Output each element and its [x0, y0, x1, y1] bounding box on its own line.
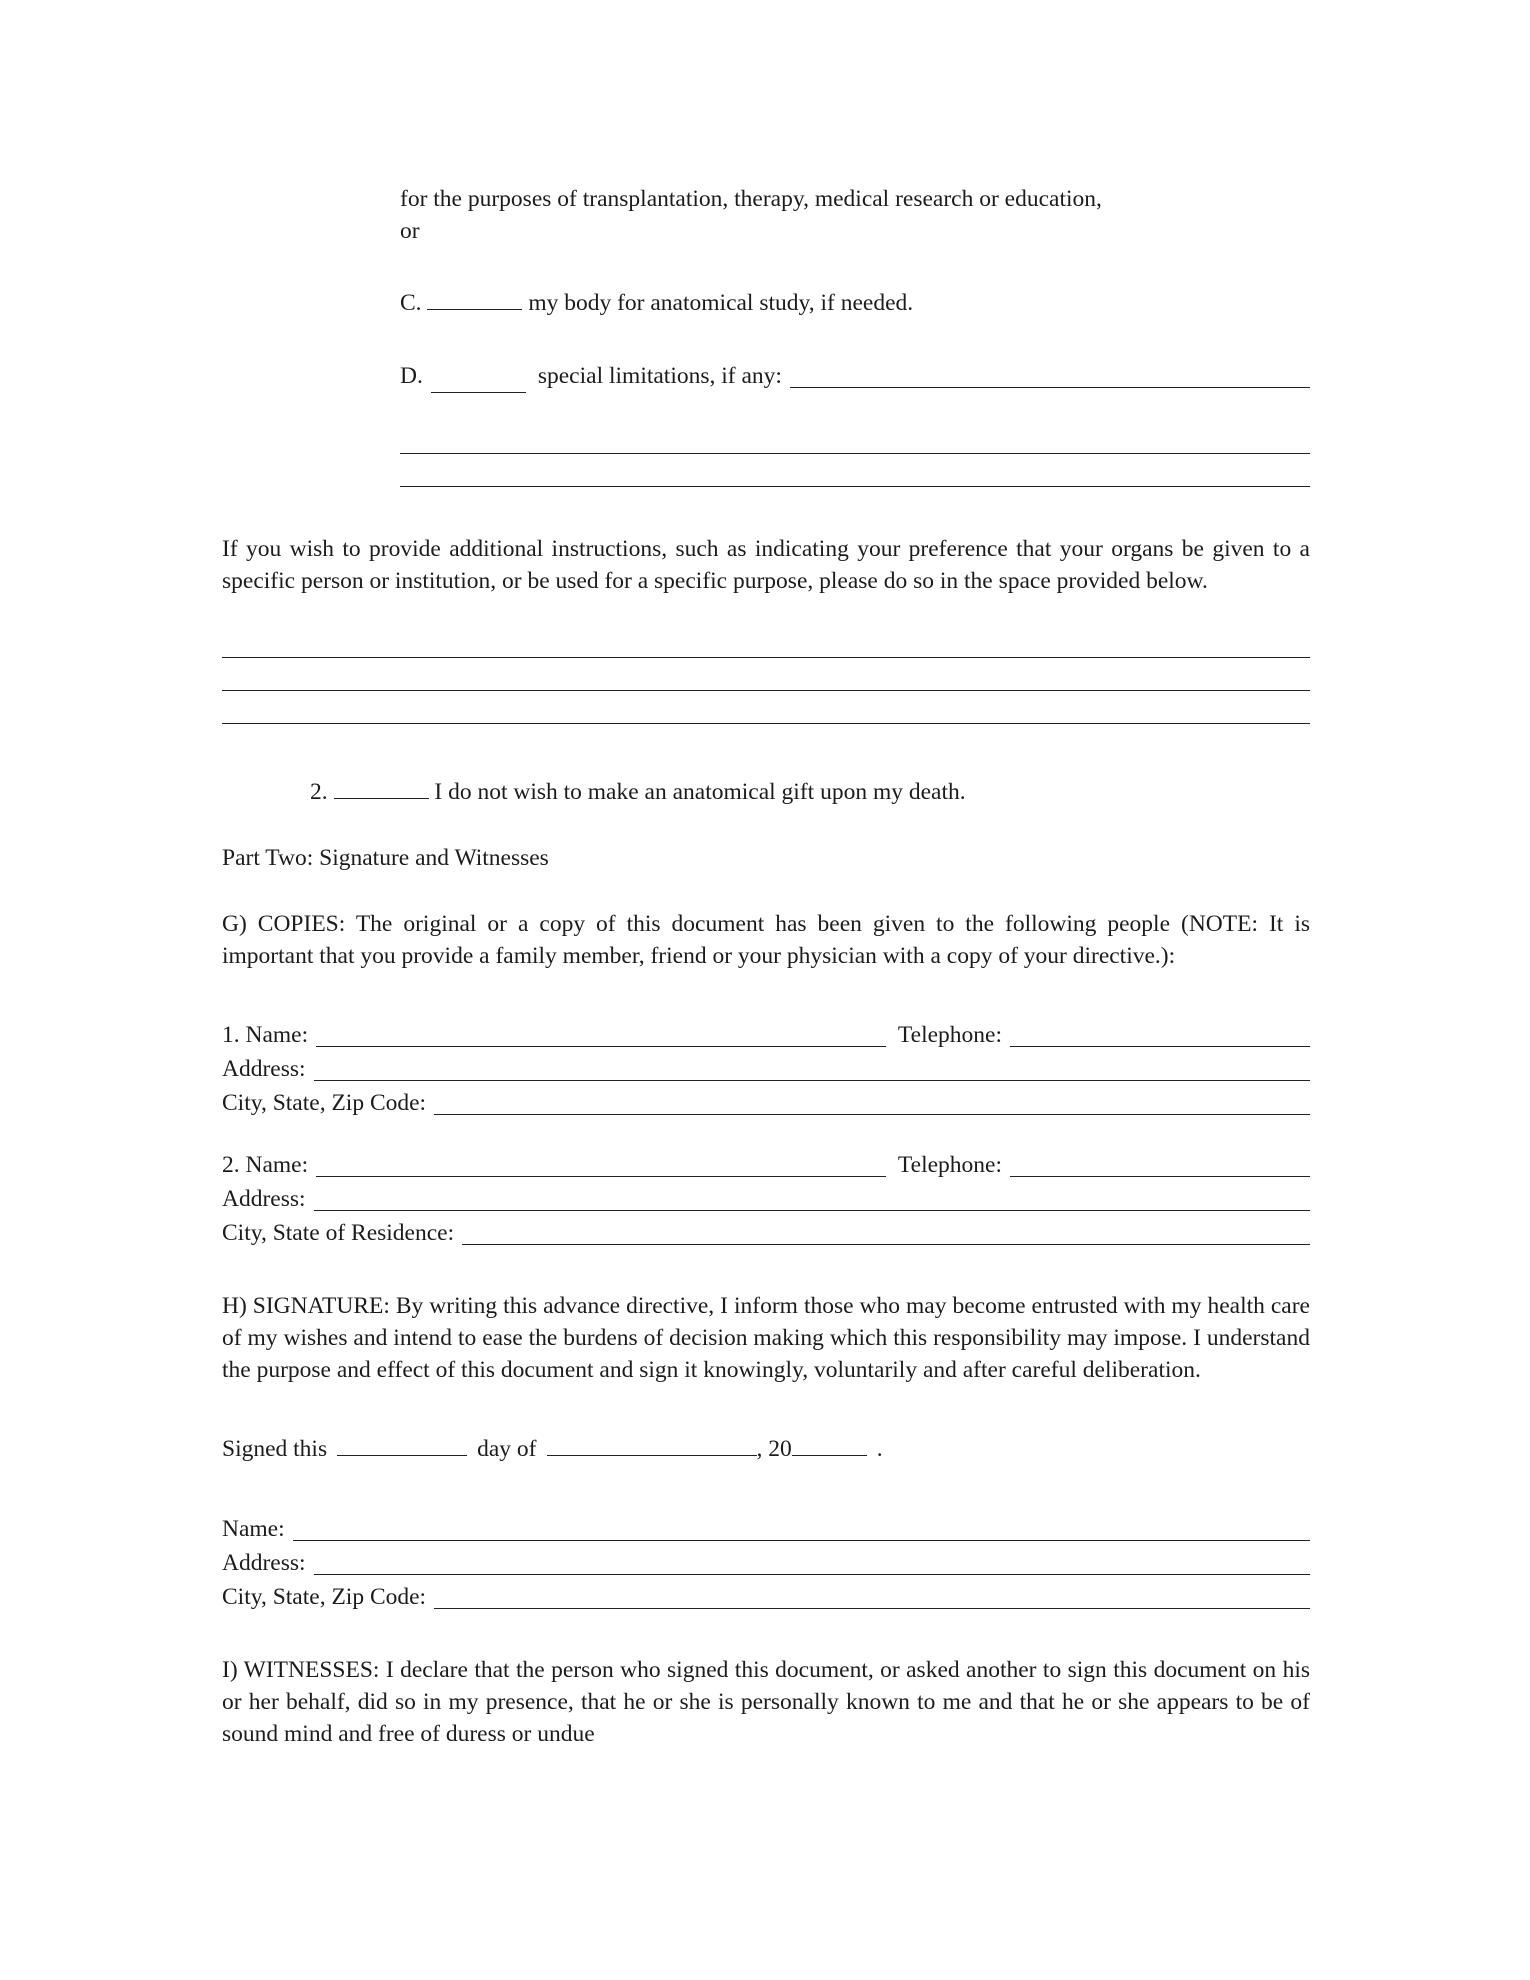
witnesses-paragraph: I) WITNESSES: I declare that the person who signed this document, or asked another to sign this document on his or her behalf, did so in my presence, that he or she is personally known to me and that he or she appears to be of sound mind and free of duress or undue: [222, 1657, 1310, 1747]
item-d: [400, 359, 1310, 393]
contact-1-name-label: 1. Name:: [222, 1022, 309, 1048]
contact-2-city-line: [462, 1216, 1310, 1245]
signer-block: [222, 1512, 1310, 1614]
item-d-blank: [431, 359, 526, 393]
item-d-extra-line-2: [400, 454, 1310, 487]
contact-1-city-row: [222, 1086, 1310, 1120]
signer-name-label: Name:: [222, 1516, 285, 1542]
signer-city-label: City, State, Zip Code:: [222, 1584, 427, 1610]
signed-year-blank: [792, 1455, 867, 1456]
item-c: [400, 287, 1310, 319]
contact-2-name-row: [222, 1148, 1310, 1182]
signer-city-row: [222, 1580, 1310, 1614]
signed-month-blank: [547, 1455, 757, 1456]
item-c-blank: [427, 309, 522, 310]
contact-1-city-line: [434, 1086, 1310, 1115]
write-line-1: [222, 625, 1310, 658]
item-d-extra-line-1: [400, 421, 1310, 454]
gift-options-block: [400, 183, 1310, 487]
signer-address-row: [222, 1546, 1310, 1580]
item-2-blank: [334, 798, 429, 799]
contact-1-block: [222, 1018, 1310, 1120]
contact-2-city-label: City, State of Residence:: [222, 1220, 455, 1246]
contact-1-address-row: [222, 1052, 1310, 1086]
contact-2-address-line: [314, 1182, 1310, 1211]
item-2-label: 2.: [310, 779, 328, 805]
part-two-heading: Part Two: Signature and Witnesses: [222, 845, 549, 871]
contact-2-phone-line: [1010, 1148, 1310, 1177]
item-2-text: I do not wish to make an anatomical gift upon my death.: [434, 779, 966, 805]
contact-1-city-label: City, State, Zip Code:: [222, 1090, 427, 1116]
item-d-fill-line: [790, 359, 1310, 388]
year-prefix: , 20: [756, 1436, 792, 1462]
signer-name-line: [293, 1512, 1310, 1541]
signer-address-label: Address:: [222, 1550, 306, 1576]
instructions-write-lines: [222, 625, 1310, 724]
contact-1-address-line: [314, 1052, 1310, 1081]
signer-address-line: [314, 1546, 1310, 1575]
signed-this-label: Signed this: [222, 1436, 328, 1462]
contact-2-address-row: [222, 1182, 1310, 1216]
contact-1-phone-line: [1010, 1018, 1310, 1047]
signer-city-line: [434, 1580, 1310, 1609]
contact-2-phone-label: Telephone:: [897, 1152, 1002, 1178]
contact-2-block: [222, 1148, 1310, 1250]
sentence-end: .: [876, 1436, 883, 1462]
purpose-line: for the purposes of transplantation, therapy, medical research or education,: [400, 186, 1102, 212]
item-d-label: D.: [400, 363, 423, 389]
day-of-label: day of: [477, 1436, 537, 1462]
purpose-or: or: [400, 218, 420, 244]
item-c-text: my body for anatomical study, if needed.: [528, 290, 914, 316]
contact-2-name-label: 2. Name:: [222, 1152, 309, 1178]
contact-2-address-label: Address:: [222, 1186, 306, 1212]
contact-2-name-line: [316, 1148, 886, 1177]
item-2: [310, 776, 1310, 808]
write-line-2: [222, 658, 1310, 691]
signed-day-blank: [337, 1455, 467, 1456]
signer-name-row: [222, 1512, 1310, 1546]
signature-paragraph: H) SIGNATURE: By writing this advance directive, I inform those who may become entrusted with my health care of my wishes and intend to ease the burdens of decision making which this responsibility may impose. I understand the purpose and effect of this document and sign it knowingly, voluntarily and after careful deliberation.: [222, 1293, 1310, 1383]
contact-1-address-label: Address:: [222, 1056, 306, 1082]
copies-paragraph: G) COPIES: The original or a copy of this document has been given to the following people (NOTE: It is important that you provide a family member, friend or your physician with a copy of your directive.):: [222, 911, 1310, 969]
write-line-3: [222, 691, 1310, 724]
contact-1-phone-label: Telephone:: [897, 1022, 1002, 1048]
contact-1-name-row: [222, 1018, 1310, 1052]
contact-2-city-row: [222, 1216, 1310, 1250]
item-c-label: C.: [400, 290, 422, 316]
instructions-paragraph: If you wish to provide additional instructions, such as indicating your preference that your organs be given to a specific person or institution, or be used for a specific purpose, please do so in the space provided below.: [222, 536, 1310, 594]
signed-date-row: [222, 1432, 1310, 1466]
contact-1-name-line: [316, 1018, 886, 1047]
item-d-text: special limitations, if any:: [537, 363, 782, 389]
